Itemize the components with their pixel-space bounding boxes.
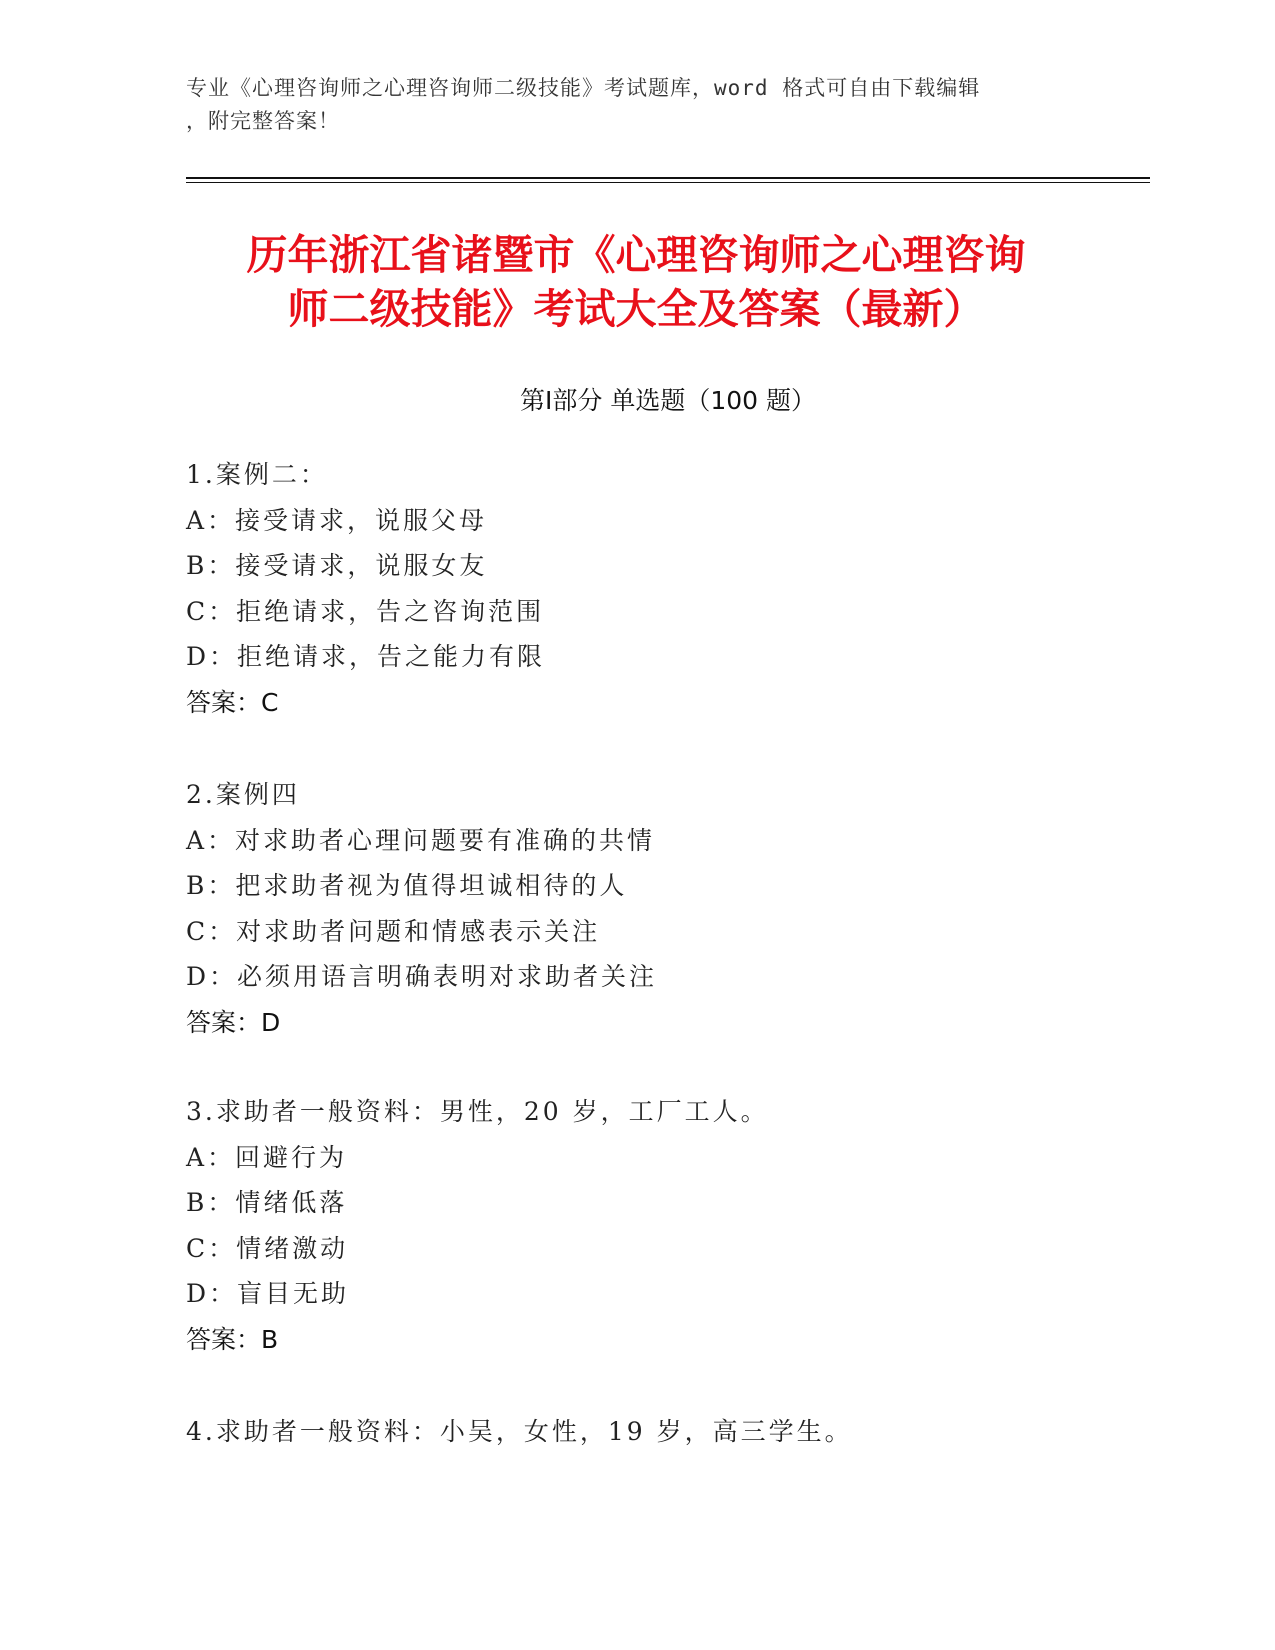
header-note <box>186 72 1066 138</box>
option-a: A：接受请求，说服父母 <box>186 505 488 535</box>
document-title-line-1: 历年浙江省诸暨市《心理咨询师之心理咨询 <box>246 231 1026 279</box>
option-a: A：对求助者心理问题要有准确的共情 <box>186 825 656 855</box>
answer: 答案：C <box>186 687 279 717</box>
question-stem: 2.案例四 <box>186 780 300 809</box>
answer: 答案：D <box>186 1007 281 1037</box>
question-2 <box>186 772 1086 1045</box>
document-title <box>186 228 1086 336</box>
header-rule-thick <box>186 177 1150 179</box>
question-4 <box>186 1409 1086 1455</box>
header-rule-thin <box>186 182 1150 183</box>
option-b: B：接受请求，说服女友 <box>186 551 488 580</box>
option-c: C：情绪激动 <box>186 1233 349 1263</box>
option-b: B：情绪低落 <box>186 1188 348 1217</box>
question-stem: 3.求助者一般资料：男性，20 岁，工厂工人。 <box>186 1097 769 1126</box>
option-a: A：回避行为 <box>186 1142 348 1172</box>
question-stem: 1.案例二： <box>186 460 328 489</box>
section-title: 第Ⅰ部分 单选题（100 题） <box>520 386 816 415</box>
header-note-line-2: ，附完整答案！ <box>186 109 340 133</box>
answer: 答案：B <box>186 1324 279 1354</box>
header-note-line-1: 专业《心理咨询师之心理咨询师二级技能》考试题库，word 格式可自由下载编辑 <box>186 76 981 100</box>
question-3 <box>186 1089 1086 1362</box>
question-stem: 4.求助者一般资料：小吴，女性，19 岁，高三学生。 <box>186 1417 853 1446</box>
option-b: B：把求助者视为值得坦诚相待的人 <box>186 871 628 900</box>
option-c: C：拒绝请求，告之咨询范围 <box>186 596 545 626</box>
option-d: D：必须用语言明确表明对求助者关注 <box>186 962 658 991</box>
option-d: D：拒绝请求，告之能力有限 <box>186 642 546 671</box>
question-1 <box>186 452 1086 725</box>
option-c: C：对求助者问题和情感表示关注 <box>186 916 601 946</box>
document-title-line-2: 师二级技能》考试大全及答案（最新） <box>287 285 985 333</box>
option-d: D：盲目无助 <box>186 1279 350 1308</box>
